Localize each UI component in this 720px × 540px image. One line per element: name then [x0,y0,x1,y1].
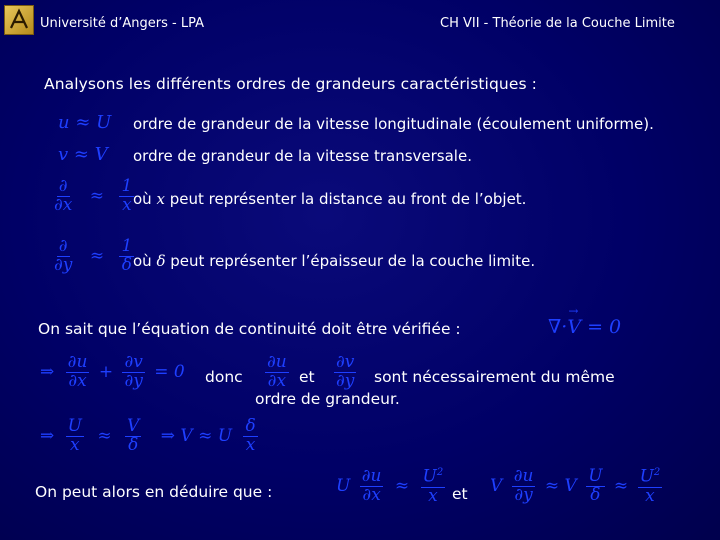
item-distance-text: peut représenter la distance au front de l’objet. [169,190,527,208]
et2-text: et [452,485,468,503]
item-thickness-line [133,252,535,270]
formula-dv-dy: $\frac{\partial v}{\partial y}$ [336,352,355,391]
item-thickness-prefix: où [133,252,152,270]
item-distance-prefix: où [133,190,152,208]
formula-d-dx: $\frac{\partial}{\partial x}$ ≈ $\frac{1}{x}$ [54,176,133,215]
ordre-text: ordre de grandeur. [255,390,400,408]
formula-continuity-expanded: ⇒ $\frac{\partial u}{\partial x}$ + $\frac{\partial v}{\partial y}$ = 0 [40,352,185,391]
formula-d-dy: $\frac{\partial}{\partial y}$ ≈ $\frac{1}{\delta}$ [54,236,133,275]
formula-v-approx-V: v ≈ V [58,144,108,165]
item-transverse-text: ordre de grandeur de la vitesse transversale. [133,147,472,165]
donc-text: donc [205,368,243,386]
deduce-text: On peut alors en déduire que : [35,483,273,501]
formula-u-du-dx: U $\frac{\partial u}{\partial x}$ ≈ $\frac{U^2}{x}$ [336,466,444,506]
item-thickness-text: peut représenter l’épaisseur de la couche limite. [170,252,536,270]
item-longitudinal-text: ordre de grandeur de la vitesse longitudinale (écoulement uniforme). [133,115,654,133]
item-distance-symbol: x [156,190,165,208]
header-right-text: CH VII - Théorie de la Couche Limite [440,16,675,31]
et-text: et [299,368,315,386]
university-logo-icon [4,5,34,35]
header-left-text: Université d’Angers - LPA [40,16,204,31]
item-distance-line [133,190,526,208]
continuity-text: On sait que l’équation de continuité doit être vérifiée : [38,320,461,338]
formula-order-relation: ⇒ $\frac{U}{x}$ ≈ $\frac{V}{\delta}$ ⇒ V ≈ U $\frac{\delta}{x}$ [40,416,256,455]
section-heading: Analysons les différents ordres de grandeurs caractéristiques : [44,75,537,93]
formula-du-dx: $\frac{\partial u}{\partial x}$ [267,352,287,391]
sont-text: sont nécessairement du même [374,368,615,386]
formula-u-approx-U: u ≈ U [58,112,112,133]
formula-v-du-dy: V $\frac{\partial u}{\partial y}$ ≈ V $\frac{U}{\delta}$ ≈ $\frac{U^2}{x}$ [490,466,661,506]
formula-div-v-zero: ∇·V → = 0 [548,304,622,338]
item-thickness-symbol: δ [156,252,166,270]
